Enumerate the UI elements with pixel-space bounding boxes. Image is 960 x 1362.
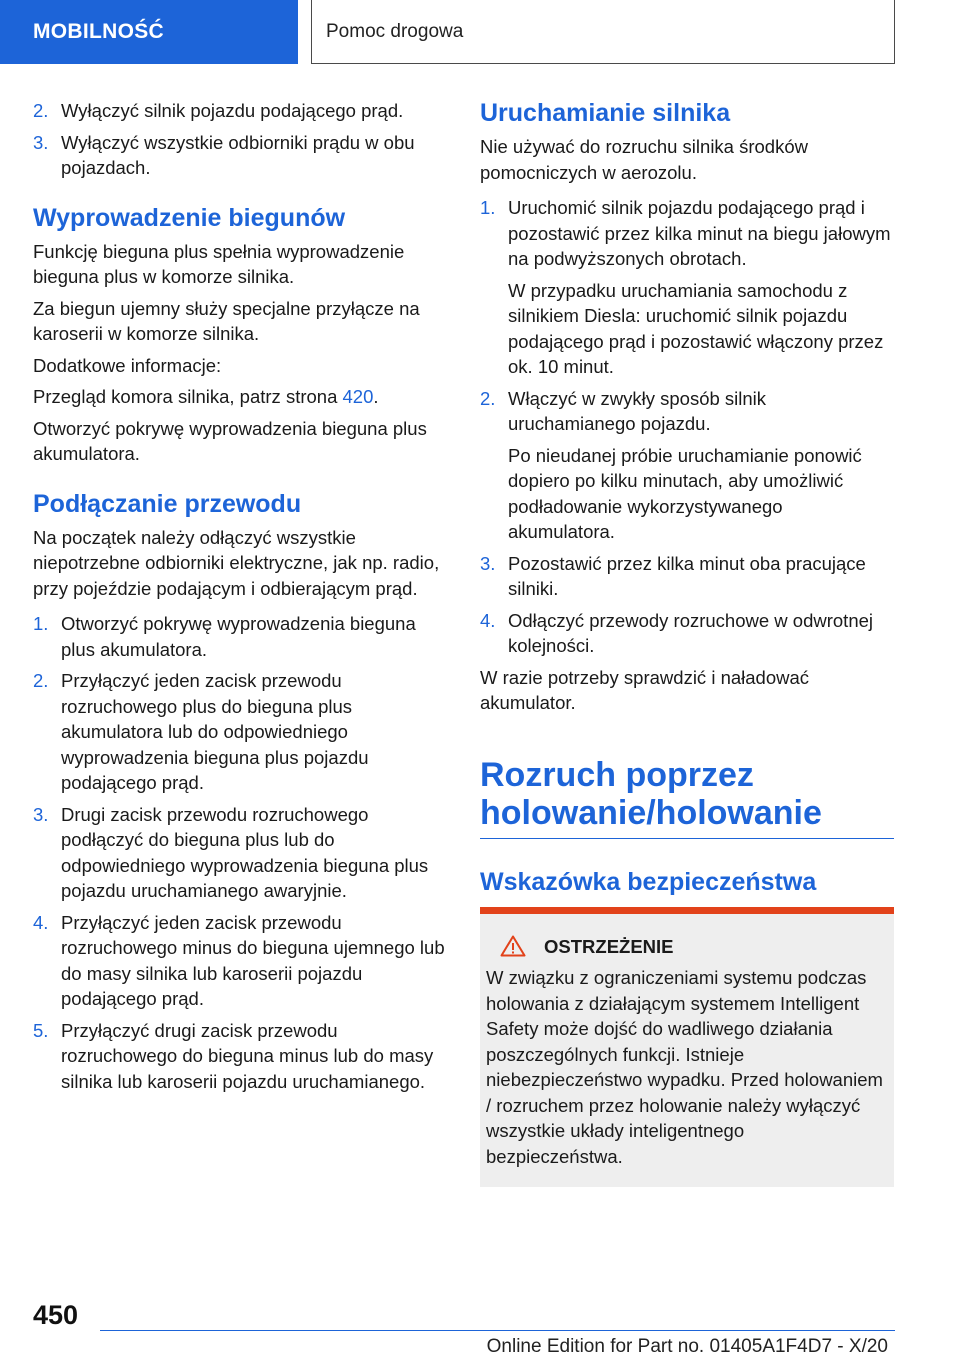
list-item [33, 668, 445, 796]
step-text: Włączyć w zwykły sposób silnik uruchamianego pojazdu. [508, 387, 767, 434]
safety-subheading: Wskazówka bezpieczeństwa [480, 867, 817, 896]
list-item [33, 1018, 445, 1095]
step-number: 2. [480, 387, 496, 409]
step-number: 3. [33, 131, 49, 153]
page-link[interactable]: 420 [342, 386, 374, 407]
engine-heading: Uruchamianie silnika [480, 99, 731, 127]
step-text: Pozostawić przez kilka minut oba pracujące silniki. [508, 552, 866, 599]
engine-outro: W razie potrzeby sprawdzić i naładować akumulator. [480, 666, 810, 713]
warning-header [486, 934, 886, 960]
warning-text: W związku z ograniczeniami systemu podczas holowania z działającym systemem Intelligent Safety może dojść do wadliwego działania poszczególnych funkcji. Istnieje niebezpieczeństwo wypadku. Przed holowaniem / rozruchem przez holowanie należy wyłączyć wszystkie układy inteligentnego bezpieczeństwa. [486, 967, 883, 1167]
list-item [480, 608, 894, 659]
warning-box [480, 907, 894, 1188]
outlets-paragraph-5: Otworzyć pokrywę wyprowadzenia bieguna plus akumulatora. [33, 417, 427, 464]
footer-divider [100, 1330, 895, 1331]
step-text: Przyłączyć jeden zacisk przewodu rozruchowego plus do bieguna plus akumulatora lub do odpowiedniego wyprowadzenia bieguna plus pojazdu podającego prąd. [61, 670, 369, 793]
step-number: 1. [33, 613, 49, 634]
outlets-paragraph-2: Za biegun ujemny służy specjalne przyłącze na karoserii w komorze silnika. [33, 297, 420, 344]
list-item [480, 195, 894, 380]
list-item [33, 130, 445, 181]
step-text: Odłączyć przewody rozruchowe w odwrotnej kolejności. [508, 609, 874, 656]
step-number: 3. [480, 552, 496, 574]
edition-note: Online Edition for Part no. 01405A1F4D7 - X/20 [486, 1336, 888, 1357]
heading-divider [480, 838, 894, 839]
tow-heading: Rozruch poprzez holowanie/holowanie [480, 755, 822, 832]
cable-steps-list [33, 611, 445, 1094]
step-text: Wyłączyć wszystkie odbiorniki prądu w obu pojazdach. [61, 131, 415, 178]
step-number: 4. [480, 609, 496, 631]
step-number: 5. [33, 1019, 49, 1041]
step-note: W przypadku uruchamiania samochodu z silnikiem Diesla: uruchomić silnik pojazdu podającego prąd i pozostawić włączony przez ok. 10 minut. [508, 279, 884, 377]
step-number: 4. [33, 911, 49, 933]
step-number: 2. [33, 100, 49, 121]
cross-reference-end: . [373, 386, 379, 407]
step-number: 3. [33, 803, 49, 825]
step-text: Wyłączyć silnik pojazdu podającego prąd. [61, 100, 404, 121]
cable-heading: Podłączanie przewodu [33, 489, 302, 518]
list-item [33, 802, 445, 904]
cross-reference-text: Przegląd komora silnika, patrz strona [33, 386, 343, 407]
outlets-paragraph-1: Funkcję bieguna plus spełnia wyprowadzenie bieguna plus w komorze silnika. [33, 240, 405, 287]
step-text: Drugi zacisk przewodu rozruchowego podłączyć do bieguna plus lub do odpowiedniego wyprowadzenia bieguna plus pojazdu uruchamianego awaryjnie. [61, 803, 429, 901]
list-item [33, 910, 445, 1012]
outlets-paragraph-4 [33, 384, 445, 410]
left-column [33, 98, 445, 1100]
step-note: Po nieudanej próbie uruchamianie ponowić dopiero po kilku minutach, aby umożliwić podładowanie wykorzystywanego akumulatora. [508, 444, 862, 542]
chapter-tab [0, 0, 298, 64]
step-text: Przyłączyć jeden zacisk przewodu rozruchowego minus do bieguna ujemnego lub do masy silnika lub karoserii pojazdu podającego prąd. [61, 911, 445, 1009]
list-item [480, 386, 894, 545]
list-item [480, 551, 894, 602]
list-item [33, 611, 445, 662]
engine-steps-list [480, 195, 894, 659]
step-text: Przyłączyć drugi zacisk przewodu rozruchowego do bieguna minus lub do masy silnika lub karoserii pojazdu uruchamianego. [61, 1019, 434, 1092]
step-text: Otworzyć pokrywę wyprowadzenia bieguna plus akumulatora. [61, 613, 416, 660]
step-number: 1. [480, 197, 496, 218]
outlets-paragraph-3: Dodatkowe informacje: [33, 354, 222, 376]
warning-title: OSTRZEŻENIE [544, 935, 674, 957]
engine-intro: Nie używać do rozruchu silnika środków pomocniczych w aerozolu. [480, 136, 808, 183]
step-number: 2. [33, 670, 49, 691]
chapter-title: MOBILNOŚĆ [33, 20, 165, 43]
warning-triangle-icon [500, 935, 526, 957]
right-column [480, 98, 894, 1187]
cable-intro: Na początek należy odłączyć wszystkie niepotrzebne odbiorniki elektryczne, jak np. radio, przy pojeździe podającym i odbierającym prąd. [33, 526, 440, 599]
section-title: Pomoc drogowa [326, 20, 464, 42]
section-header [311, 0, 895, 64]
step-text: Uruchomić silnik pojazdu podającego prąd i pozostawić przez kilka minut na biegu jałowym na podwyższonych obrotach. [508, 197, 891, 269]
outlets-heading: Wyprowadzenie biegunów [33, 203, 346, 232]
page-number: 450 [33, 1300, 79, 1330]
list-item [33, 98, 445, 124]
intro-steps-list [33, 98, 445, 181]
